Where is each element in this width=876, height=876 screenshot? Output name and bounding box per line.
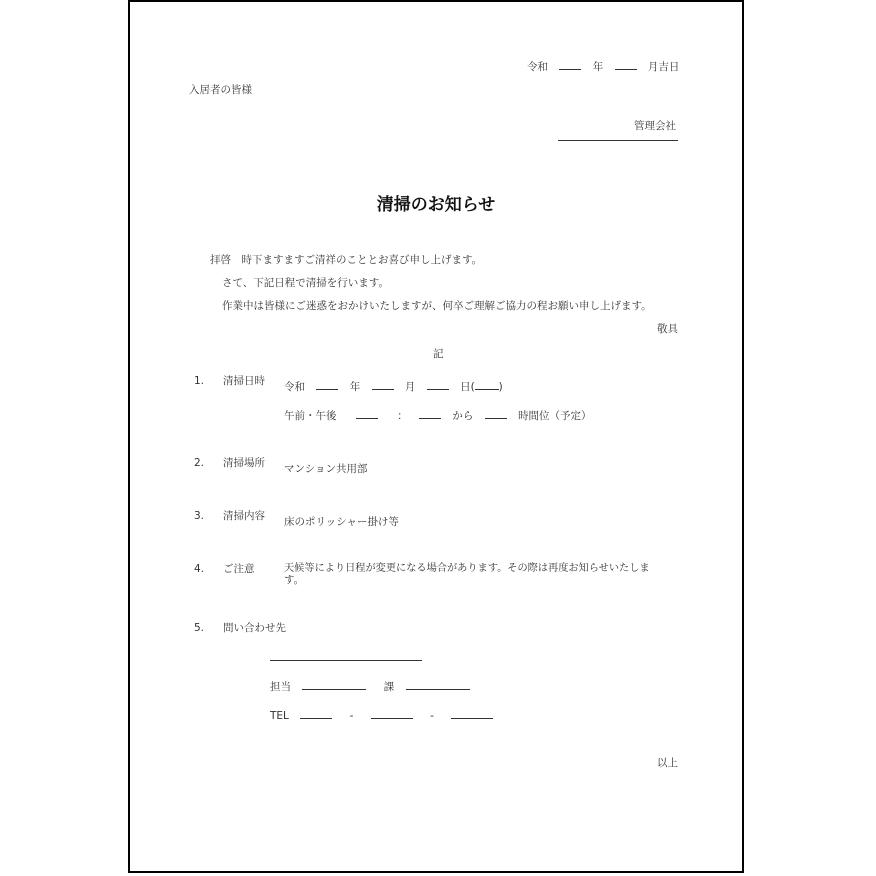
item-4-label: ご注意 (223, 563, 255, 575)
item-2-value: マンション共用部 (284, 463, 368, 475)
end-mark: 以上 (657, 757, 678, 769)
paren-open: ( (470, 381, 475, 393)
tanto-blank (302, 679, 366, 690)
item-2-label: 清掃場所 (223, 457, 265, 469)
item-2-number: 2. (194, 457, 205, 469)
tel-blank-3 (451, 708, 493, 719)
ka-label: 課 (383, 681, 395, 693)
weekday-blank (475, 379, 499, 390)
tel-dash-2: - (430, 710, 434, 722)
sender: 管理会社 (634, 120, 676, 132)
schedule-year-blank (316, 379, 338, 390)
schedule-date-line (284, 379, 503, 394)
item-1-number: 1. (194, 375, 205, 387)
schedule-day: 日 (460, 381, 471, 393)
time-kara: から (452, 410, 474, 422)
tel-label: TEL (270, 710, 289, 722)
contact-person-line (270, 679, 470, 694)
recipient: 入居者の皆様 (189, 84, 252, 96)
paren-close: ) (498, 381, 503, 393)
item-3-label: 清掃内容 (223, 510, 265, 522)
date-year: 年 (592, 61, 604, 73)
time-suffix: 時間位（予定） (518, 410, 592, 422)
closing: 敬具 (657, 323, 678, 335)
start-minute-blank (419, 408, 441, 419)
schedule-era: 令和 (284, 381, 305, 393)
start-hour-blank (356, 408, 378, 419)
duration-blank (485, 408, 507, 419)
contact-tel-line (270, 708, 493, 723)
ki-heading: 記 (433, 348, 444, 360)
item-1-label: 清掃日時 (223, 375, 265, 387)
schedule-day-blank (427, 379, 449, 390)
item-4-value-line-2: す。 (284, 574, 305, 586)
sender-underline (558, 140, 678, 141)
item-5-label: 問い合わせ先 (223, 622, 286, 634)
body-line-1: 拝啓 時下ますますご清祥のこととお喜び申し上げます。 (210, 254, 483, 266)
time-colon: ： (397, 410, 408, 422)
tel-blank-2 (371, 708, 413, 719)
contact-company-line (270, 660, 422, 661)
month-blank (615, 59, 637, 70)
tanto-label: 担当 (270, 681, 291, 693)
item-5-number: 5. (194, 622, 205, 634)
date-line (527, 59, 679, 74)
item-4-value-line-1: 天候等により日程が変更になる場合があります。その際は再度お知らせいたしま (284, 563, 650, 574)
schedule-month: 月 (404, 381, 416, 393)
document-page (128, 0, 744, 873)
body-line-3: 作業中は皆様にご迷惑をおかけいたしますが、何卒ご理解ご協力の程お願い申し上げます。 (222, 300, 652, 312)
item-3-number: 3. (194, 510, 205, 522)
ampm: 午前・午後 (284, 410, 337, 422)
tel-blank-1 (300, 708, 332, 719)
body-line-2: さて、下記日程で清掃を行います。 (222, 277, 389, 289)
schedule-year: 年 (349, 381, 361, 393)
year-blank (559, 59, 581, 70)
ka-blank (406, 679, 470, 690)
date-era: 令和 (527, 61, 548, 73)
document-title: 清掃のお知らせ (376, 195, 496, 215)
item-4-number: 4. (194, 563, 205, 575)
schedule-month-blank (372, 379, 394, 390)
item-3-value: 床のポリッシャー掛け等 (284, 516, 399, 528)
tel-dash-1: - (349, 710, 354, 722)
schedule-time-line (284, 408, 592, 423)
date-month: 月吉日 (647, 61, 680, 73)
